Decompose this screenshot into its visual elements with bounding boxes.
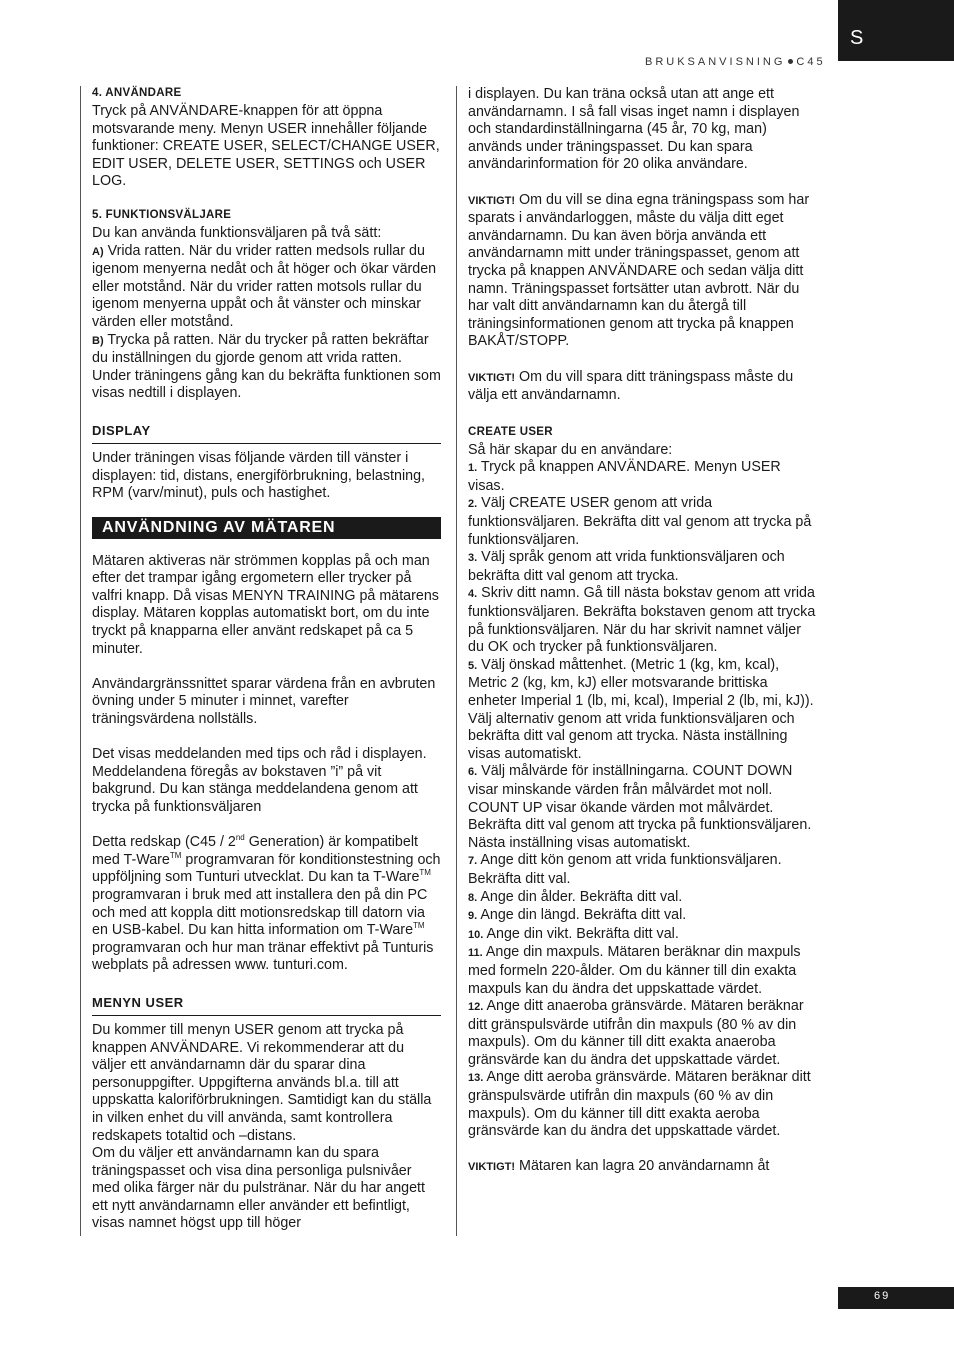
funktionsvaljare-b: B) Trycka på ratten. När du trycker på ratten bekräftar du inställningen du gjorde genom att vrida ratten. Under träningens gång kan du bekräfta funktionen som visas nedtill i displayen. [92,331,441,402]
language-tab [838,0,954,61]
display-text: Under träningen visas följande värden till vänster i displayen: tid, distans, energiförbrukning, belastning, RPM (varv/minut), puls och hastighet. [92,449,426,502]
list-item: 13. Ange ditt aeroba gränsvärde. Mätaren beräknar ditt gränspulsvärde utifrån din maxpuls (60 % av din maxpuls). Om du känner till ditt exakta aeroba gränsvärde kan du ändra det uppskattade värdet. [468,1069,811,1140]
page-number-box [838,1287,954,1309]
menyn-user-text-2: Om du väljer ett användarnamn kan du spara träningspasset och visa dina personliga pulsnivåer med olika färger när du pulstränar. När du har angett ett nytt användarnamn eller använder ett befintligt, visas namnet högst upp till höger [92,1145,425,1232]
list-item: 4. Skriv ditt namn. Gå till nästa bokstav genom att vrida funktionsväljaren. Bekräfta bokstaven genom att trycka på funktionsväljaren. När du har skrivit namnet väljer du OK och trycker på funktionsväljaren. [468,585,816,656]
funktionsvaljare-intro: Du kan använda funktionsväljaren på två sätt: [92,224,382,241]
create-user-title: CREATE USER [468,425,553,438]
list-item: 5. Välj önskad måttenhet. (Metric 1 (kg, km, kcal), Metric 2 (kg, km, kJ) eller motsvarande brittiska enheter Imperial 1 (lb, mi, kcal), Imperial 2 (lb, mi, kJ)). Välj alternativ genom att vrida funktionsväljaren och bekräfta ditt val genom att trycka. Nästa inställning visas automatiskt. [468,656,814,762]
anvandning-title-bar: ANVÄNDNING AV MÄTAREN [92,517,441,539]
list-item: 11. Ange din maxpuls. Mätaren beräknar din maxpuls med formeln 220-ålder. Om du känner till din exakta maxpuls kan du ändra det uppskattade värdet. [468,944,801,997]
bullet-icon [788,59,793,64]
list-item: 6. Välj målvärde för inställningarna. COUNT DOWN visar minskande värden från målvärdet mot noll. COUNT UP visar ökande värden mot målvärdet. Bekräfta ditt val genom att trycka på funktionsväljaren. Nästa inställning visas automatiskt. [468,763,812,851]
list-item: 12. Ange ditt anaeroba gränsvärde. Mätaren beräknar ditt gränspulsvärde utifrån din maxpuls (80 % av din maxpuls). Om du känner till ditt exakta anaeroba gränsvärde kan du ändra det uppskattade värdet. [468,998,804,1068]
menyn-user-title: MENYN USER [92,995,441,1016]
menyn-user-text: Du kommer till menyn USER genom att trycka på knappen ANVÄNDARE. Vi rekommenderar att du väljer ett användarnamn där du sparar dina personuppgifter. Uppgifterna används bl.a. till att uppskatta kaloriförbrukningen. Samtidigt kan du ställa in vilken enhet du vill använda, samt kontrollera redskapets totaltid och –distans. [92,1021,432,1144]
section-anvandare-text: Tryck på ANVÄNDARE-knappen för att öppna motsvarande meny. Menyn USER innehåller följande funktioner: CREATE USER, SELECT/CHANGE USER, EDIT USER, DELETE USER, SETTINGS och USER LOG. [92,103,440,190]
create-user-intro: Så här skapar du en användare: [468,441,673,458]
list-item: 3. Välj språk genom att vrida funktionsväljaren och bekräfta ditt val genom att trycka. [468,549,785,584]
viktigt-1: VIKTIGT! Om du vill se dina egna träningspass som har sparats i användarloggen, måste du välja ditt eget användarnamn. Du kan även börja använda ett användarnamn mitt under träningspasset, genom att trycka på knappen ANVÄNDARE och sedan välja ditt namn. Träningspasset fortsätter utan avbrott. När du har valt ditt användarnamn kan du återgå till träningsinformationen genom att trycka på knappen BAKÅT/STOPP. [468,191,810,350]
language-letter: S [850,27,864,49]
menyn-user-continued: i displayen. Du kan träna också utan att ange ett användarnamn. I så fall visas inget namn i displayen och standardinställningarna (45 år, 70 kg, man) används under träningspasset. Du kan spara användarinformation för 20 olika användare. [468,86,800,173]
create-user-steps [468,459,818,1141]
page-number: 69 [874,1290,891,1302]
list-item: 10. Ange din vikt. Bekräfta ditt val. [468,925,679,942]
header-manual: BRUKSANVISNING [645,56,786,68]
anvandning-p4: Detta redskap (C45 / 2nd Generation) är kompatibelt med T-Ware™ programvaran för konditionstestning och uppföljning som Tunturi utvecklat. Du kan ta T-Ware™ programvaran i bruk med att installera den på din PC och med att koppla ditt motionsredskap till datorn via en USB-kabel. Du kan hitta information om T-Ware™ programvaran och hur man tränar effektivt på Tunturis webplats på adressen www. tunturi.com. [92,833,441,974]
left-column [80,86,441,1236]
header-model: C45 [796,56,826,68]
anvandning-p2: Användargränssnittet sparar värdena från en avbruten övning under 5 minuter i minnet, varefter träningsvärdena nollställs. [92,675,436,728]
section-anvandare-title: 4. ANVÄNDARE [92,87,182,99]
running-header [645,56,826,68]
list-item: 7. Ange ditt kön genom att vrida funktionsväljaren. Bekräfta ditt val. [468,852,782,887]
list-item: 1. Tryck på knappen ANVÄNDARE. Menyn USER visas. [468,459,781,494]
anvandning-p1: Mätaren aktiveras när strömmen kopplas på och man efter det trampar igång ergometern eller trycker på valfri knapp. Då visas MENYN TRAINING på mätarens display. Mätaren kopplas automatiskt bort, om du inte tryckt på knapparna eller använt redskapet på ca 5 minuter. [92,552,439,657]
anvandning-p3: Det visas meddelanden med tips och råd i displayen. Meddelandena föregås av bokstaven ”i” på vit bakgrund. Du kan stänga meddelandena genom att trycka på funktionsväljaren [92,746,427,815]
list-item: 2. Välj CREATE USER genom att vrida funktionsväljaren. Bekräfta ditt val genom att trycka på funktionsväljaren. [468,495,812,548]
display-title: DISPLAY [92,423,441,444]
list-item: 8. Ange din ålder. Bekräfta ditt val. [468,888,683,905]
viktigt-3: VIKTIGT! Mätaren kan lagra 20 användarnamn åt [468,1158,770,1175]
right-column [456,86,818,1236]
list-item: 9. Ange din längd. Bekräfta ditt val. [468,907,687,924]
section-funktionsvaljare-title: 5. FUNKTIONSVÄLJARE [92,208,232,221]
funktionsvaljare-a: A) Vrida ratten. När du vrider ratten medsols rullar du igenom menyerna nedåt och åt höger och ökar värden eller motstånd. När du vrider ratten motsols rullar du igenom menyerna uppåt och åt vänster och minskar värden eller motstånd. [92,242,437,330]
viktigt-2: VIKTIGT! Om du vill spara ditt träningspass måste du välja ett användarnamn. [468,368,794,404]
